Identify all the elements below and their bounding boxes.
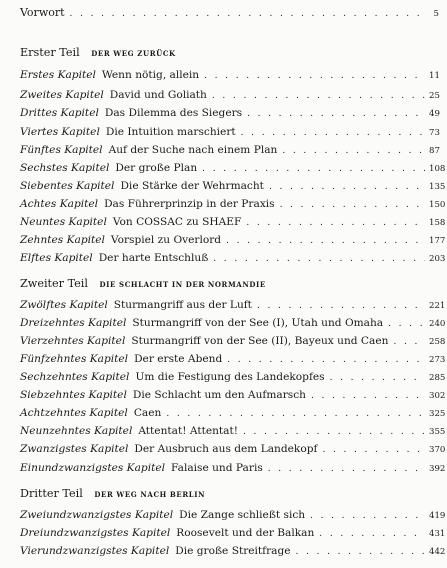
toc-entry [20, 509, 446, 522]
chapter-label: Einundzwanzigstes Kapitel [20, 462, 165, 474]
leader-dots [280, 199, 425, 211]
part-label: Dritter Teil [20, 487, 83, 500]
entry-page: 5 [433, 9, 439, 19]
toc-entry [20, 335, 446, 348]
chapter-title: Der erste Abend [134, 353, 223, 365]
chapter-title: Das Führerprinzip in der Praxis [104, 198, 275, 210]
chapter-label: Achtes Kapitel [20, 198, 99, 210]
leader-dots [241, 127, 425, 139]
chapter-label: Dreizehntes Kapitel [20, 317, 127, 329]
chapter-page: 442 [429, 547, 446, 557]
chapter-title: Die große Streitfrage [175, 545, 291, 557]
chapter-label: Zweites Kapitel [20, 89, 104, 101]
leader-dots [296, 546, 425, 558]
chapter-title: Caen [133, 407, 162, 419]
entry-title: Vorwort [20, 6, 65, 19]
leader-dots [243, 426, 425, 438]
chapter-title: Um die Festigung des Landekopfes [135, 371, 325, 383]
chapter-page: 370 [429, 445, 446, 455]
chapter-title: Der große Plan [115, 162, 198, 174]
toc-entry [20, 216, 446, 229]
toc-entry [20, 107, 439, 120]
leader-dots [282, 145, 425, 157]
chapter-page: 158 [429, 218, 446, 228]
toc-entry [20, 527, 446, 540]
chapter-title: Roosevelt und der Balkan [176, 527, 315, 539]
toc-entry [20, 407, 446, 420]
chapter-label: Fünfzehntes Kapitel [20, 353, 129, 365]
toc-entry [20, 198, 446, 211]
chapter-title: David und Goliath [109, 89, 207, 101]
chapter-page: 108 [429, 164, 446, 174]
chapter-label: Sechzehntes Kapitel [20, 371, 130, 383]
chapter-title: Sturmangriff aus der Luft [113, 299, 252, 311]
chapter-page: 25 [429, 91, 440, 101]
chapter-title: Die Intuition marschiert [105, 126, 236, 138]
leader-dots [204, 70, 425, 82]
chapter-label: Siebentes Kapitel [20, 180, 115, 192]
chapter-label: Elftes Kapitel [20, 252, 93, 264]
chapter-title: Der Ausbruch aus dem Landekopf [134, 443, 318, 455]
toc-entry [20, 234, 446, 247]
part-heading [20, 46, 176, 60]
chapter-title: Der harte Entschluß [98, 252, 209, 264]
chapter-page: 273 [429, 355, 446, 365]
leader-dots [319, 528, 425, 540]
part-label: Zweiter Teil [20, 277, 88, 290]
chapter-label: Sechstes Kapitel [20, 162, 110, 174]
part-subtitle: DER WEG NACH BERLIN [94, 490, 206, 499]
leader-dots [212, 90, 425, 102]
chapter-page: 355 [429, 427, 446, 437]
chapter-title: Sturmangriff von der See (I), Utah und Omaha [132, 317, 384, 329]
chapter-label: Neuntes Kapitel [20, 216, 107, 228]
chapter-page: 49 [429, 109, 440, 119]
chapter-label: Vierzehntes Kapitel [20, 335, 126, 347]
chapter-page: 135 [429, 182, 446, 192]
chapter-page: 177 [429, 236, 446, 246]
chapter-page: 11 [429, 71, 440, 81]
chapter-label: Zweiundzwanzigstes Kapitel [20, 509, 174, 521]
chapter-page: 221 [429, 301, 446, 311]
toc-entry [20, 126, 439, 139]
chapter-label: Erstes Kapitel [20, 69, 96, 81]
chapter-title: Die Zange schließt sich [179, 509, 306, 521]
chapter-title: Auf der Suche nach einem Plan [108, 144, 278, 156]
leader-dots [269, 181, 425, 193]
chapter-page: 419 [429, 511, 446, 521]
toc-entry-vorwort [20, 7, 439, 20]
toc-entry [20, 252, 446, 265]
leader-dots [246, 217, 425, 229]
chapter-page: 302 [429, 391, 446, 401]
chapter-label: Neunzehntes Kapitel [20, 425, 133, 437]
leader-dots [388, 318, 425, 330]
leader-dots [268, 463, 425, 475]
toc-entry [20, 317, 446, 330]
toc-entry [20, 389, 446, 402]
chapter-label: Dreiundzwanzigstes Kapitel [20, 527, 171, 539]
toc-entry [20, 371, 446, 384]
chapter-label: Fünftes Kapitel [20, 144, 103, 156]
toc-entry [20, 162, 446, 175]
leader-dots [227, 354, 425, 366]
toc-entry [20, 545, 446, 558]
leader-dots [166, 408, 425, 420]
part-heading [20, 277, 266, 291]
toc-entry [20, 462, 446, 475]
chapter-title: Falaise und Paris [171, 462, 263, 474]
chapter-page: 258 [429, 337, 446, 347]
chapter-label: Siebzehntes Kapitel [20, 389, 127, 401]
chapter-page: 203 [429, 254, 446, 264]
toc-entry [20, 425, 446, 438]
part-subtitle: DIE SCHLACHT IN DER NORMANDIE [99, 280, 266, 289]
chapter-page: 392 [429, 464, 446, 474]
leader-dots [226, 235, 425, 247]
chapter-page: 431 [429, 529, 446, 539]
chapter-title: Attentat! Attentat! [138, 425, 239, 437]
chapter-page: 325 [429, 409, 446, 419]
toc-entry [20, 353, 446, 366]
leader-dots [247, 108, 425, 120]
chapter-title: Wenn nötig, allein [101, 69, 200, 81]
chapter-label: Drittes Kapitel [20, 107, 99, 119]
leader-dots [310, 510, 425, 522]
leader-dots [213, 253, 425, 265]
chapter-label: Viertes Kapitel [20, 126, 100, 138]
chapter-title: Von COSSAC zu SHAEF [112, 216, 242, 228]
chapter-page: 87 [429, 146, 440, 156]
toc-entry [20, 69, 439, 82]
chapter-label: Achtzehntes Kapitel [20, 407, 128, 419]
part-label: Erster Teil [20, 46, 80, 59]
chapter-page: 150 [429, 200, 446, 210]
toc-entry [20, 89, 439, 102]
leader-dots [393, 336, 425, 348]
chapter-title: Vorspiel zu Overlord [110, 234, 222, 246]
chapter-page: 240 [429, 319, 446, 329]
toc-entry [20, 180, 446, 193]
chapter-page: 285 [429, 373, 446, 383]
leader-dots [311, 390, 425, 402]
leader-dots [322, 444, 425, 456]
toc-entry [20, 443, 446, 456]
chapter-label: Zehntes Kapitel [20, 234, 105, 246]
leader-dots [330, 372, 425, 384]
chapter-page: 73 [429, 128, 440, 138]
toc-entry [20, 144, 439, 157]
chapter-title: Das Dilemma des Siegers [104, 107, 243, 119]
chapter-title: Die Schlacht um den Aufmarsch [132, 389, 306, 401]
part-subtitle: DER WEG ZURÜCK [91, 49, 176, 58]
part-heading [20, 487, 205, 501]
toc-entry [20, 299, 446, 312]
leader-dots [257, 300, 425, 312]
chapter-label: Zwölftes Kapitel [20, 299, 108, 311]
leader-dots [70, 8, 425, 20]
chapter-label: Zwanzigstes Kapitel [20, 443, 129, 455]
leader-dots [202, 163, 425, 175]
chapter-title: Die Stärke der Wehrmacht [120, 180, 264, 192]
chapter-title: Sturmangriff von der See (II), Bayeux und Caen [131, 335, 389, 347]
chapter-label: Vierundzwanzigstes Kapitel [20, 545, 170, 557]
